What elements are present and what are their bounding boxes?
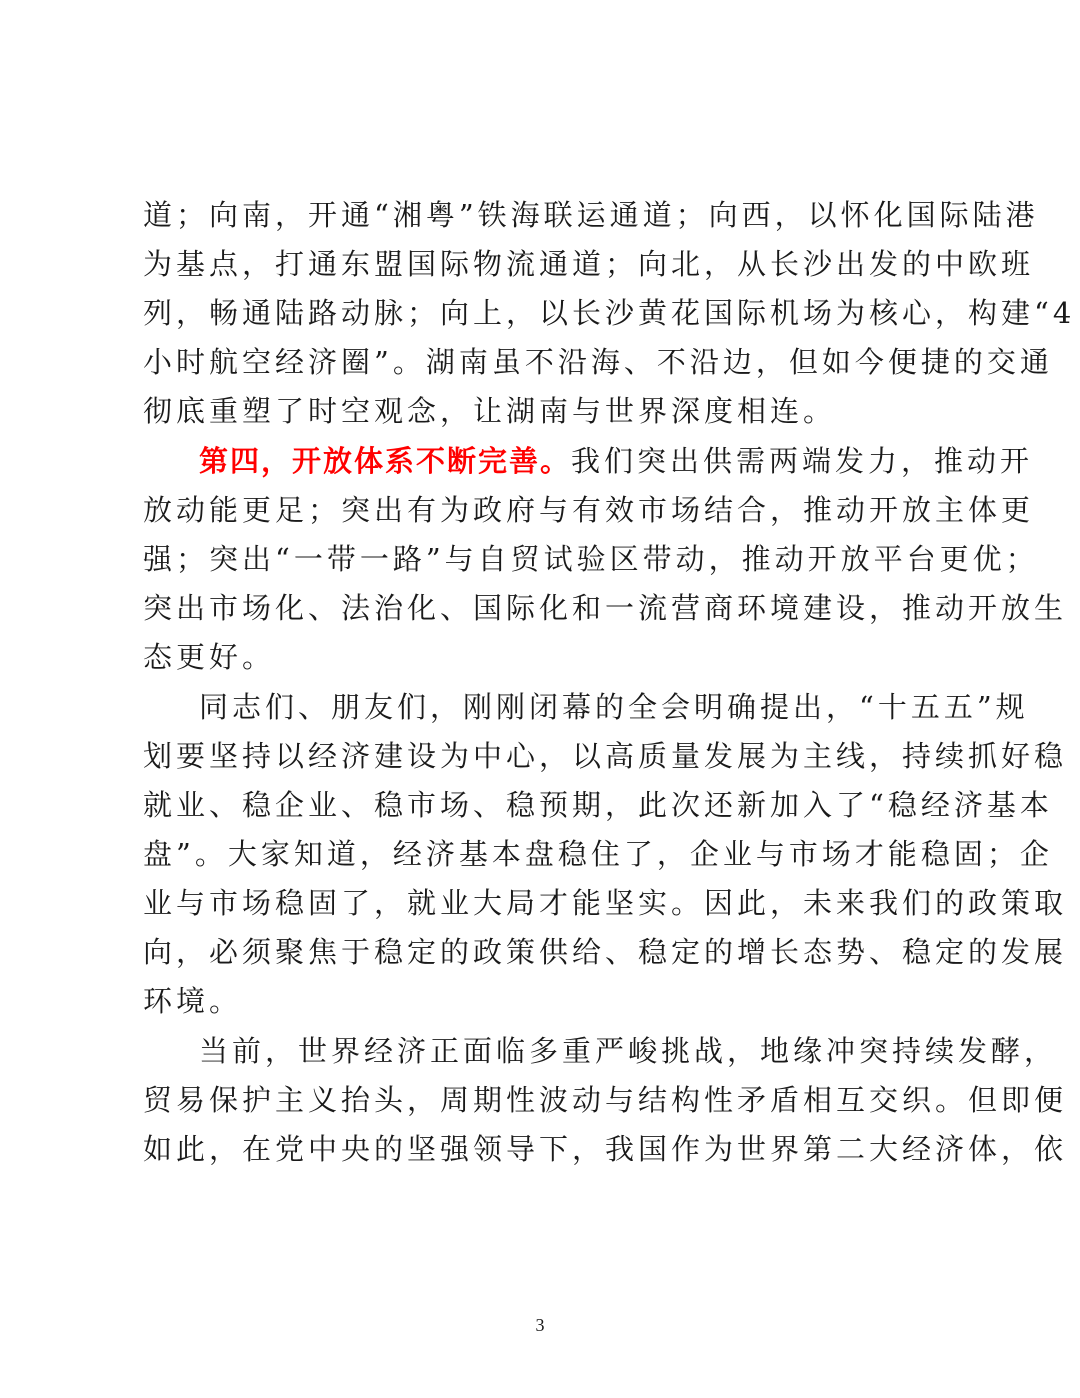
section-heading-line (199, 438, 1034, 484)
text-line: 强；突出“一带一路”与自贸试验区带动，推动开放平台更优； (143, 542, 1039, 576)
text-line: 当前，世界经济正面临多重严峻挑战，地缘冲突持续发酵， (199, 1034, 1058, 1068)
text-line-continuation: 我们突出供需两端发力，推动开 (571, 444, 1034, 478)
text-line: 同志们、朋友们，刚刚闭幕的全会明确提出，“十五五”规 (199, 690, 1029, 724)
text-line: 彻底重塑了时空观念，让湖南与世界深度相连。 (143, 394, 837, 428)
text-line: 向，必须聚焦于稳定的政策供给、稳定的增长态势、稳定的发展 (143, 935, 1068, 969)
text-line: 列，畅通陆路动脉；向上，以长沙黄花国际机场为核心，构建“4 (143, 296, 1076, 330)
text-line: 贸易保护主义抬头，周期性波动与结构性矛盾相互交织。但即便 (143, 1083, 1068, 1117)
section-heading: 第四，开放体系不断完善。 (199, 444, 572, 478)
text-line: 放动能更足；突出有为政府与有效市场结合，推动开放主体更 (143, 493, 1035, 527)
text-line: 就业、稳企业、稳市场、稳预期，此次还新加入了“稳经济基本 (143, 788, 1053, 822)
text-line: 环境。 (143, 984, 243, 1018)
page-number: 3 (535, 1315, 545, 1335)
text-line: 划要坚持以经济建设为中心，以高质量发展为主线，持续抓好稳 (143, 739, 1068, 773)
text-line: 为基点，打通东盟国际物流通道；向北，从长沙出发的中欧班 (143, 247, 1035, 281)
text-line: 道；向南，开通“湘粤”铁海联运通道；向西，以怀化国际陆港 (143, 198, 1039, 232)
text-line: 小时航空经济圈”。湖南虽不沿海、不沿边，但如今便捷的交通 (143, 345, 1053, 379)
text-line: 业与市场稳固了，就业大局才能坚实。因此，未来我们的政策取 (143, 886, 1068, 920)
text-line: 盘”。大家知道，经济基本盘稳住了，企业与市场才能稳固；企 (143, 837, 1053, 871)
text-line: 态更好。 (143, 640, 276, 674)
text-line: 突出市场化、法治化、国际化和一流营商环境建设，推动开放生 (143, 591, 1068, 625)
text-line: 如此，在党中央的坚强领导下，我国作为世界第二大经济体，依 (143, 1132, 1068, 1166)
